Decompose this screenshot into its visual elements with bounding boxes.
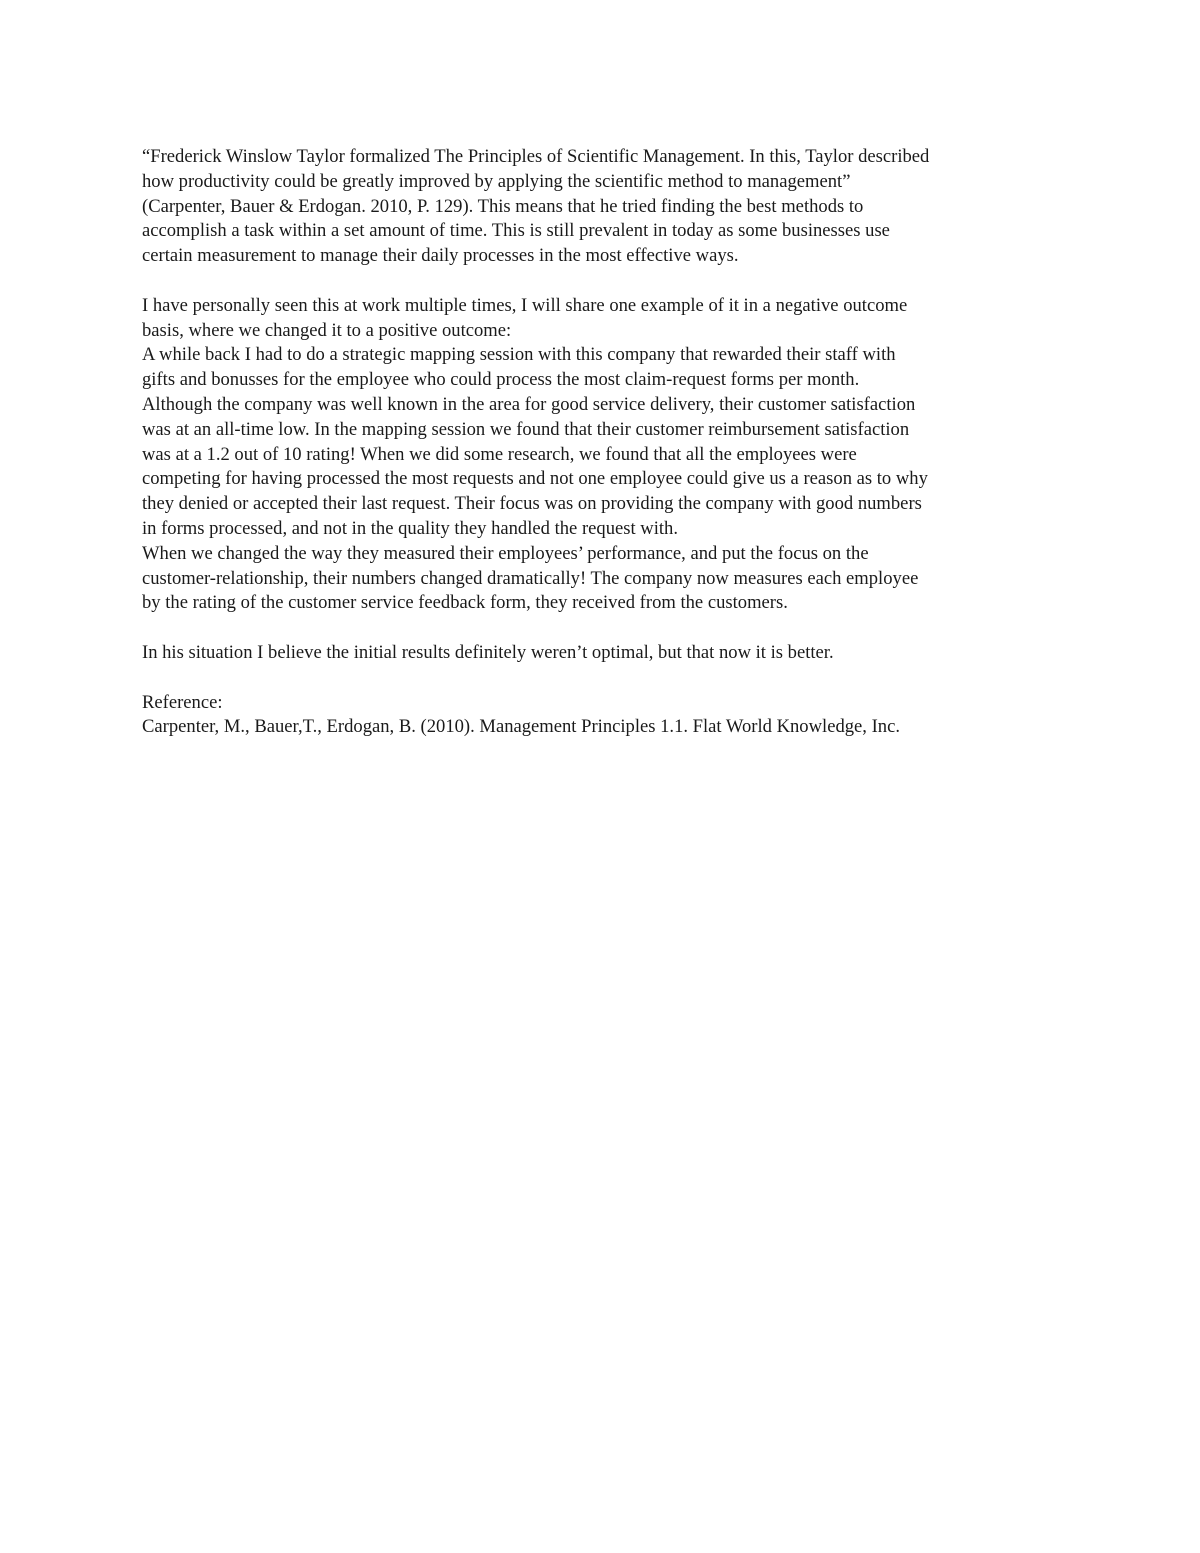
text-line: was at an all-time low. In the mapping session we found that their customer reimbursement satisfaction xyxy=(142,418,910,440)
text-line: they denied or accepted their last request. Their focus was on providing the company with good numbers xyxy=(142,493,922,515)
paragraph-conclusion xyxy=(142,641,1072,666)
text-line: by the rating of the customer service feedback form, they received from the customers. xyxy=(142,592,788,614)
text-line: in forms processed, and not in the quality they handled the request with. xyxy=(142,517,678,539)
reference-entry: Carpenter, M., Bauer,T., Erdogan, B. (2010). Management Principles 1.1. Flat World Knowledge, Inc. xyxy=(142,716,900,738)
text-line: In his situation I believe the initial results definitely weren’t optimal, but that now it is better. xyxy=(142,641,834,663)
text-line: I have personally seen this at work multiple times, I will share one example of it in a negative outcome xyxy=(142,294,908,316)
text-line: When we changed the way they measured their employees’ performance, and put the focus on the xyxy=(142,542,869,564)
paragraph-taylor-quote xyxy=(142,145,1072,269)
text-line: was at a 1.2 out of 10 rating! When we did some research, we found that all the employees were xyxy=(142,443,857,465)
text-line: A while back I had to do a strategic mapping session with this company that rewarded their staff with xyxy=(142,344,896,366)
text-line: Although the company was well known in the area for good service delivery, their customer satisfaction xyxy=(142,393,916,415)
text-line: certain measurement to manage their daily processes in the most effective ways. xyxy=(142,245,739,267)
paragraph-work-example xyxy=(142,294,1072,616)
paragraph-spacer xyxy=(142,616,1072,641)
reference-heading: Reference: xyxy=(142,691,223,713)
reference-section xyxy=(142,691,1072,741)
text-line: basis, where we changed it to a positive outcome: xyxy=(142,319,512,341)
text-line: competing for having processed the most requests and not one employee could give us a reason as to why xyxy=(142,468,928,490)
paragraph-spacer xyxy=(142,666,1072,691)
document-body xyxy=(142,145,1072,740)
text-line: accomplish a task within a set amount of time. This is still prevalent in today as some businesses use xyxy=(142,220,890,242)
text-line: gifts and bonusses for the employee who could process the most claim-request forms per month. xyxy=(142,369,860,391)
text-line: “Frederick Winslow Taylor formalized The Principles of Scientific Management. In this, Taylor described xyxy=(142,146,930,167)
text-line: how productivity could be greatly improved by applying the scientific method to management” xyxy=(142,170,851,192)
text-line: (Carpenter, Bauer & Erdogan. 2010, P. 129). This means that he tried finding the best methods to xyxy=(142,195,864,217)
paragraph-spacer xyxy=(142,269,1072,294)
text-line: customer-relationship, their numbers changed dramatically! The company now measures each employee xyxy=(142,567,919,589)
